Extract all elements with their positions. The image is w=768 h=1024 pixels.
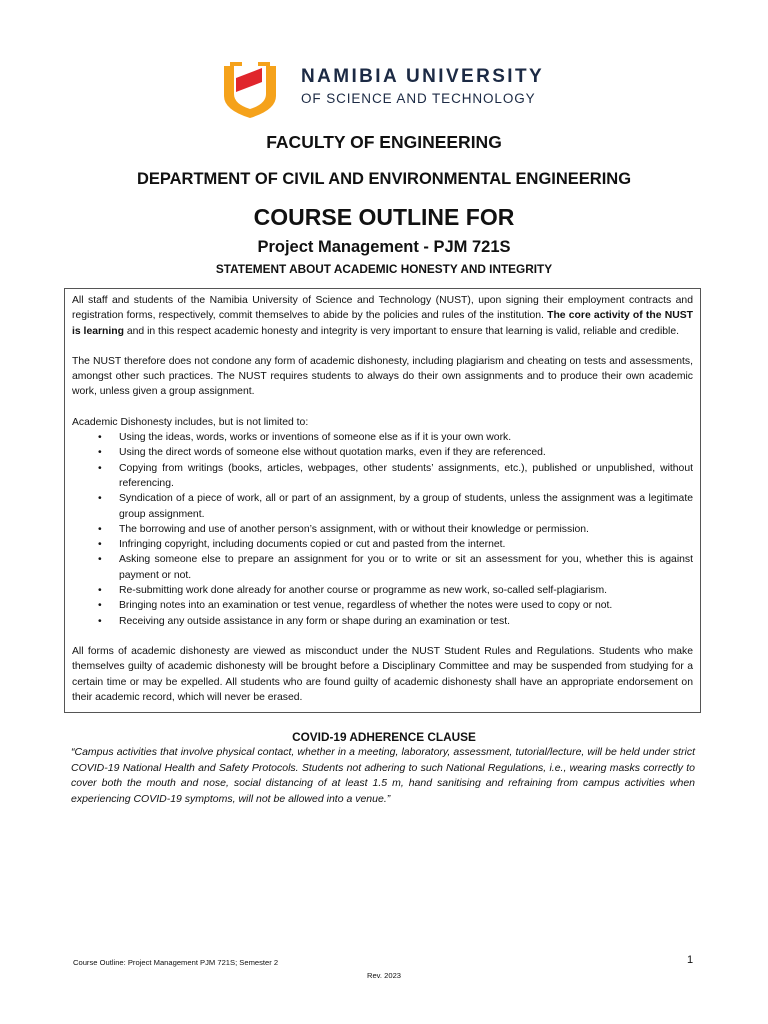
bullet-icon: •	[98, 523, 102, 535]
list-item	[72, 491, 693, 522]
course-outline-title: COURSE OUTLINE FOR	[253, 204, 515, 230]
honesty-paragraph-1	[72, 293, 693, 339]
bullet-icon: •	[98, 585, 102, 597]
bullet-icon: •	[98, 447, 102, 459]
list-item	[72, 537, 693, 552]
bullet-icon: •	[98, 493, 102, 505]
bullet-icon: •	[98, 539, 102, 551]
list-item	[72, 552, 693, 583]
list-item-text: Using the direct words of someone else without quotation marks, even if they are referenced.	[119, 447, 546, 459]
list-item-text: Syndication of a piece of work, all or part of an assignment, by a group of students, unless the assignment was a legitimate group assignment.	[119, 493, 693, 520]
list-item	[72, 430, 693, 445]
dishonesty-list	[72, 430, 693, 629]
bullet-icon: •	[98, 600, 102, 612]
covid-clause-title: COVID-19 ADHERENCE CLAUSE	[292, 730, 476, 744]
list-item-text: Asking someone else to prepare an assignment for you or to write or sit an assessment for you, whether this is against payment or not.	[119, 554, 693, 581]
statement-heading: STATEMENT ABOUT ACADEMIC HONESTY AND INTEGRITY	[215, 262, 553, 276]
footer-revision: Rev. 2023	[366, 971, 402, 980]
list-item	[72, 522, 693, 537]
list-item-text: Receiving any outside assistance in any form or shape during an examination or test.	[119, 615, 511, 627]
honesty-paragraph-2: The NUST therefore does not condone any form of academic dishonesty, including plagiarism and cheating on tests and assessments, amongst other such practices. The NUST requires students to always do their own assignments and to produce their own academic work, unless given a group assignment.	[72, 355, 693, 398]
university-logo	[218, 58, 558, 120]
honesty-p1-bold: The core activity of the NUST is learning	[72, 310, 693, 337]
list-item-text: Copying from writings (books, articles, webpages, other students’ assignments, etc.), published or unpublished, without referencing.	[119, 462, 693, 489]
honesty-paragraph-last: All forms of academic dishonesty are viewed as misconduct under the NUST Student Rules and Regulations. Students who make themselves guilty of academic dishonesty will be brought before a Disciplinary Committee and may be suspended from studying for a certain time or may be expelled. All students who are found guilty of academic dishonesty shall have an appropriate endorsement on their academic record, which will never be erased.	[72, 645, 693, 703]
honesty-p1-text: All staff and students of the Namibia University of Science and Technology (NUST), upon signing their employment contracts and registration forms, respectively, commit themselves to abide by the policies and rules of the institution.	[72, 295, 693, 322]
footer-course-info: Course Outline: Project Management PJM 721S; Semester 2	[73, 958, 279, 967]
bullet-icon: •	[98, 615, 102, 627]
academic-honesty-box	[64, 288, 701, 713]
logo-line2: OF SCIENCE AND TECHNOLOGY	[301, 91, 536, 106]
list-item	[72, 461, 693, 492]
list-item	[72, 445, 693, 460]
course-name: Project Management - PJM 721S	[257, 238, 511, 256]
list-item-text: The borrowing and use of another person’s assignment, with or without their knowledge or permission.	[119, 523, 589, 535]
honesty-p1-text-end: and in this respect academic honesty and integrity is very important to ensure that learning is valid, reliable and credible.	[123, 325, 680, 337]
logo-line1: NAMIBIA UNIVERSITY	[301, 66, 545, 87]
list-item-text: Infringing copyright, including documents copied or cut and pasted from the internet.	[119, 539, 506, 551]
bullet-icon: •	[98, 432, 102, 444]
faculty-heading: FACULTY OF ENGINEERING	[266, 132, 502, 152]
list-item-text: Re-submitting work done already for another course or programme as new work, so-called self-plagiarism.	[119, 585, 607, 597]
list-item	[72, 583, 693, 598]
nust-shield-icon	[218, 58, 282, 120]
covid-clause-text: “Campus activities that involve physical contact, whether in a meeting, laboratory, assessment, tutorial/lecture, will be held under strict COVID-19 National Health and Safety Protocols. Students not adhering to such National Regulations, i.e., wearing masks correctly to cover both the mouth and nose, social distancing of at least 1.5 m, hand sanitising and refraining from campus activities when experiencing COVID-19 symptoms, will not be allowed into a venue.”	[71, 746, 695, 805]
page-number: 1	[687, 954, 694, 966]
department-heading: DEPARTMENT OF CIVIL AND ENVIRONMENTAL ENGINEERING	[136, 170, 632, 188]
list-item-text: Bringing notes into an examination or test venue, regardless of whether the notes were used to copy or not.	[119, 600, 613, 612]
bullet-icon: •	[98, 554, 102, 566]
list-item	[72, 598, 693, 613]
list-item	[72, 614, 693, 629]
list-item-text: Using the ideas, words, works or inventions of someone else as if it is your own work.	[119, 432, 512, 444]
bullet-icon: •	[98, 462, 102, 474]
dishonesty-list-intro: Academic Dishonesty includes, but is not limited to:	[72, 416, 309, 428]
